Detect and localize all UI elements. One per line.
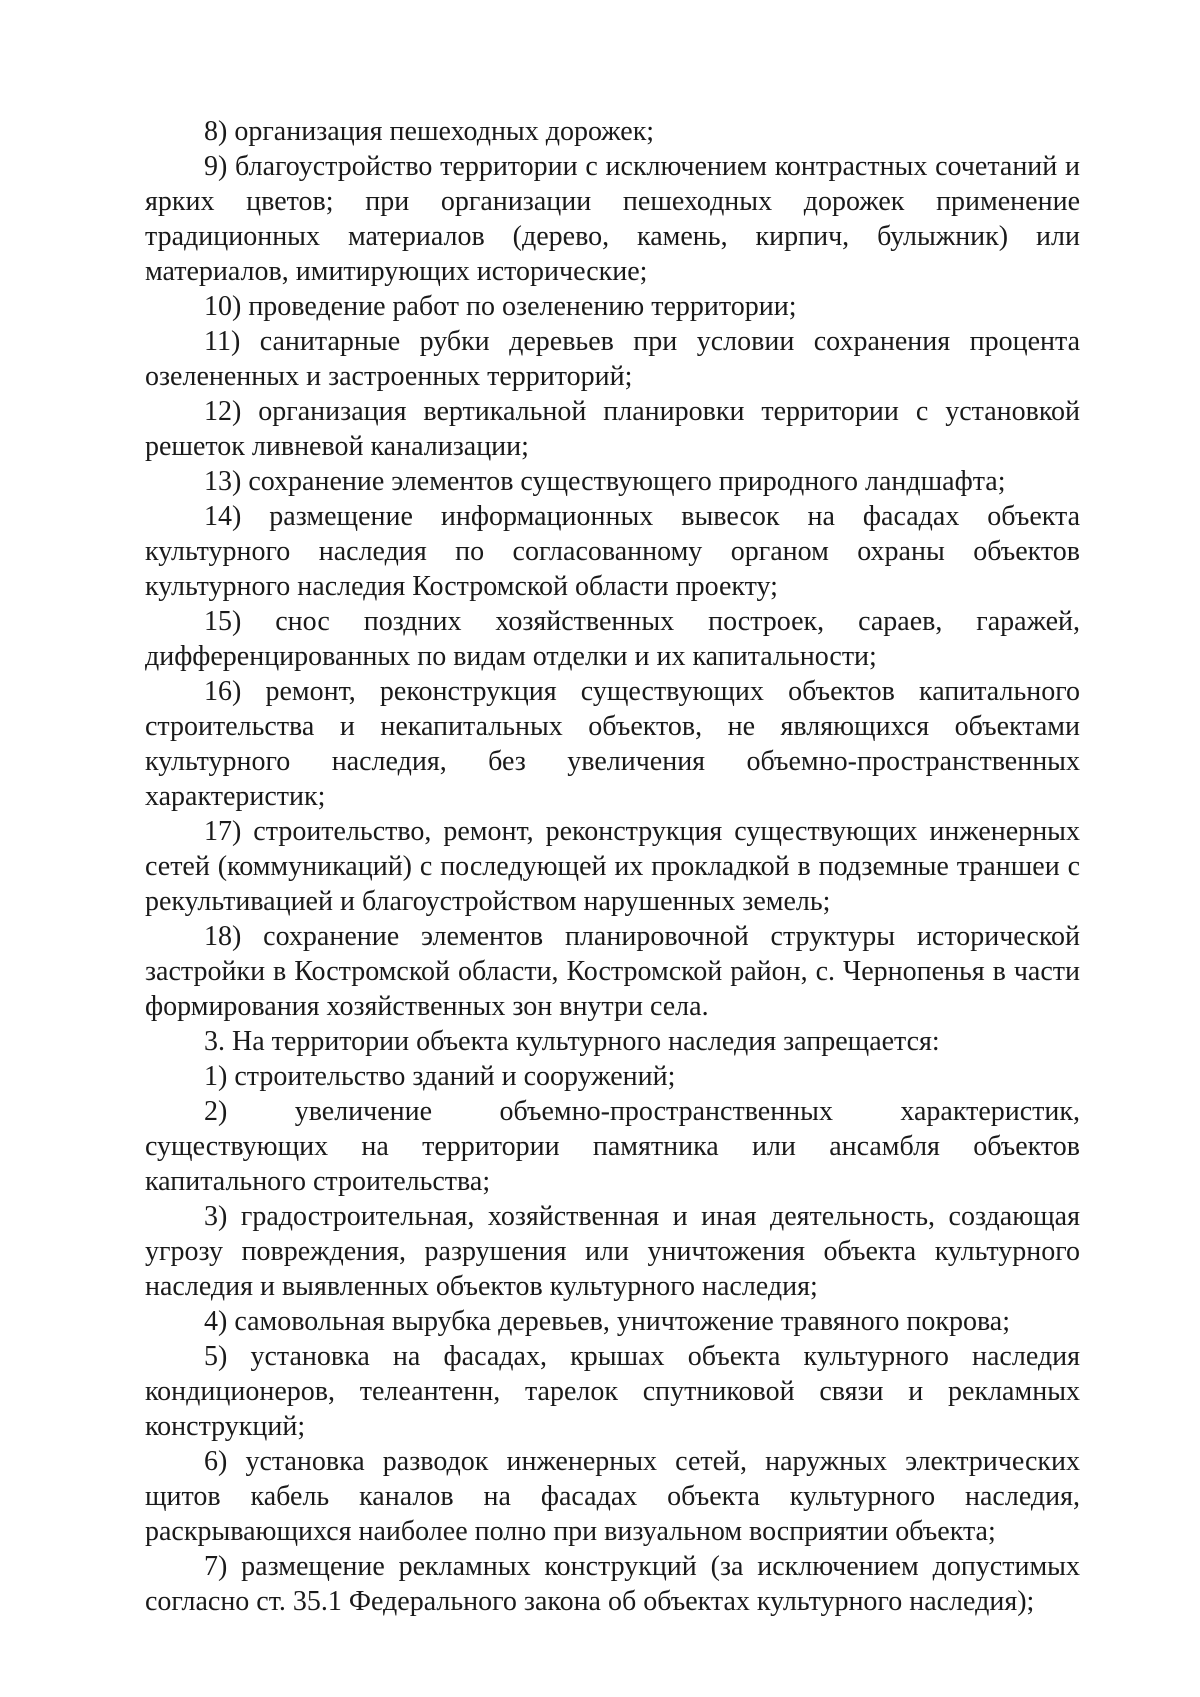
prohibited-item-4: 4) самовольная вырубка деревьев, уничтожение травяного покрова; [204,1306,1010,1337]
prohibited-item-2: 2) увеличение объемно-пространственных характеристик, существующих на территории памятника или ансамбля объектов капитального строительства; [145,1096,1080,1197]
prohibited-item-7: 7) размещение рекламных конструкций (за исключением допустимых согласно ст. 35.1 Федерального закона об объектах культурного наследия); [145,1551,1080,1617]
prohibited-item-1: 1) строительство зданий и сооружений; [204,1061,676,1092]
list-item-14-signage: 14) размещение информационных вывесок на фасадах объекта культурного наследия по согласованному органом охраны объектов культурного наследия Костромской области проекту; [145,501,1080,602]
list-item-10-greening: 10) проведение работ по озеленению территории; [204,291,797,322]
list-item-16-repair: 16) ремонт, реконструкция существующих объектов капитального строительства и некапитальных объектов, не являющихся объектами культурного наследия, без увеличения объемно-пространственных характеристик; [145,676,1080,812]
prohibited-item-5: 5) установка на фасадах, крышах объекта культурного наследия кондиционеров, телеантенн, тарелок спутниковой связи и рекламных конструкций; [145,1341,1080,1442]
section-3-heading: 3. На территории объекта культурного наследия запрещается: [204,1026,940,1057]
prohibited-item-6: 6) установка разводок инженерных сетей, наружных электрических щитов кабель каналов на фасадах объекта культурного наследия, раскрывающихся наиболее полно при визуальном восприятии объекта; [145,1446,1080,1547]
list-item-13-landscape-preservation: 13) сохранение элементов существующего природного ландшафта; [204,466,1006,497]
list-item-17-utilities: 17) строительство, ремонт, реконструкция существующих инженерных сетей (коммуникаций) с последующей их прокладкой в подземные траншеи с рекультивацией и благоустройством нарушенных земель; [145,816,1080,917]
document-body [145,114,1080,1619]
prohibited-item-3: 3) градостроительная, хозяйственная и иная деятельность, создающая угрозу повреждения, разрушения или уничтожения объекта культурного наследия и выявленных объектов культурного наследия; [145,1201,1080,1302]
list-item-11-sanitary-felling: 11) санитарные рубки деревьев при условии сохранения процента озелененных и застроенных территорий; [145,326,1080,392]
list-item-15-demolition: 15) снос поздних хозяйственных построек, сараев, гаражей, дифференцированных по видам отделки и их капитальности; [145,606,1080,672]
list-item-18-planning-structure: 18) сохранение элементов планировочной структуры исторической застройки в Костромской области, Костромской район, с. Чернопенья в части формирования хозяйственных зон внутри села. [145,921,1080,1022]
list-item-12-vertical-planning: 12) организация вертикальной планировки территории с установкой решеток ливневой канализации; [145,396,1080,462]
list-item-8-pedestrian-paths: 8) организация пешеходных дорожек; [204,116,655,147]
list-item-9-landscaping: 9) благоустройство территории с исключением контрастных сочетаний и ярких цветов; при организации пешеходных дорожек применение традиционных материалов (дерево, камень, кирпич, булыжник) или материалов, имитирующих исторические; [145,151,1080,287]
